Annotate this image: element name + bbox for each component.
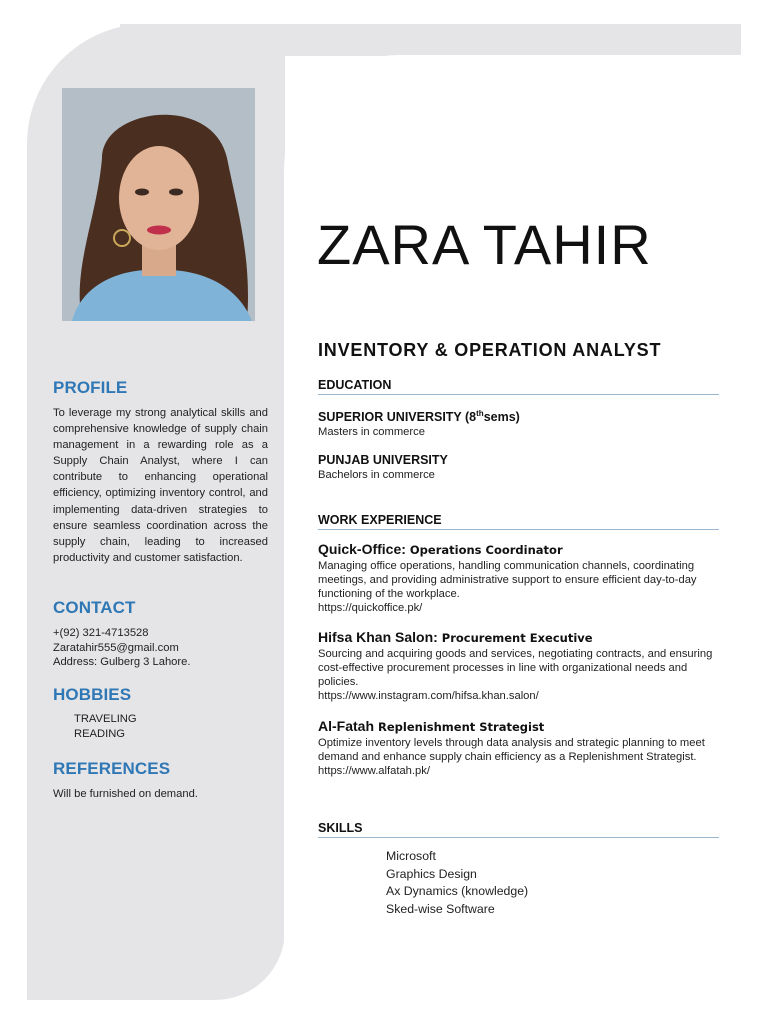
company-link[interactable]: https://www.instagram.com/hifsa.khan.salon/ — [318, 690, 539, 702]
references-heading: REFERENCES — [53, 759, 171, 778]
job-role: Replenishment Strategist — [378, 720, 545, 734]
profile-photo — [62, 88, 255, 321]
profile-heading: PROFILE — [53, 378, 128, 397]
skills-heading: SKILLS — [318, 821, 719, 838]
work-item-hifsa-khan-salon — [318, 628, 720, 703]
references-section — [53, 759, 268, 802]
school-name: PUNJAB UNIVERSITY — [318, 453, 448, 467]
contact-address: Address: Gulberg 3 Lahore. — [53, 656, 191, 668]
work-item-quick-office — [318, 540, 720, 615]
degree: Masters in commerce — [318, 426, 425, 439]
candidate-name: ZARA TAHIR — [317, 213, 652, 276]
contact-email: Zaratahir555@gmail.com — [53, 641, 179, 654]
skill-item: Graphics Design — [386, 866, 477, 881]
hobbies-section — [53, 685, 268, 742]
company-name: Hifsa Khan Salon: Procurement Executive — [318, 629, 593, 645]
contact-phone: +(92) 321-4713528 — [53, 627, 149, 639]
company-link[interactable]: https://www.alfatah.pk/ — [318, 765, 430, 777]
school-name: SUPERIOR UNIVERSITY (8thsems) — [318, 409, 520, 425]
hobby-item: READING — [74, 728, 125, 740]
job-description: Sourcing and acquiring goods and services, negotiating contracts, and ensuring cost-effective procurement processes in line with organizational needs and policies. — [318, 648, 713, 688]
company-link[interactable]: https://quickoffice.pk/ — [318, 602, 423, 614]
job-title: INVENTORY & OPERATION ANALYST — [318, 340, 662, 360]
contact-section — [53, 598, 268, 670]
company-name: Al-Fatah Replenishment Strategist — [318, 718, 545, 734]
work-item-al-fatah — [318, 717, 720, 778]
skill-item: Microsoft — [386, 849, 436, 863]
job-role: Operations Coordinator — [409, 543, 563, 557]
education-heading: EDUCATION — [318, 378, 719, 395]
work-experience-heading: WORK EXPERIENCE — [318, 513, 719, 530]
education-item — [318, 452, 720, 483]
education-item — [318, 406, 720, 440]
hobbies-heading: HOBBIES — [53, 685, 132, 704]
references-text: Will be furnished on demand. — [53, 788, 198, 800]
profile-section — [53, 378, 268, 566]
contact-heading: CONTACT — [53, 598, 136, 617]
degree: Bachelors in commerce — [318, 469, 435, 481]
skills-list — [386, 848, 528, 918]
job-description: Managing office operations, handling communication channels, coordinating meetings, and providing administrative support to ensure efficient day-to-day functioning of the workplace. — [318, 560, 697, 600]
profile-text: To leverage my strong analytical skills and comprehensive knowledge of supply chain management in a rewarding role as a Supply Chain Analyst, where I can contribute to enhancing operational efficiency, optimizing inventory control, and implementing data-driven strategies to ensure seamless coordination across the supply chain, leading to increased productivity and customer satisfaction. — [53, 407, 268, 564]
job-description: Optimize inventory levels through data analysis and strategic planning to meet demand and enhance supply chain efficiency as a Replenishment Strategist. — [318, 737, 705, 763]
job-role: Procurement Executive — [441, 631, 593, 645]
skill-item: Ax Dynamics (knowledge) — [386, 884, 529, 898]
skill-item: Sked-wise Software — [386, 901, 495, 916]
company-name: Quick-Office: Operations Coordinator — [318, 541, 563, 557]
hobby-item: TRAVELING — [74, 713, 137, 725]
